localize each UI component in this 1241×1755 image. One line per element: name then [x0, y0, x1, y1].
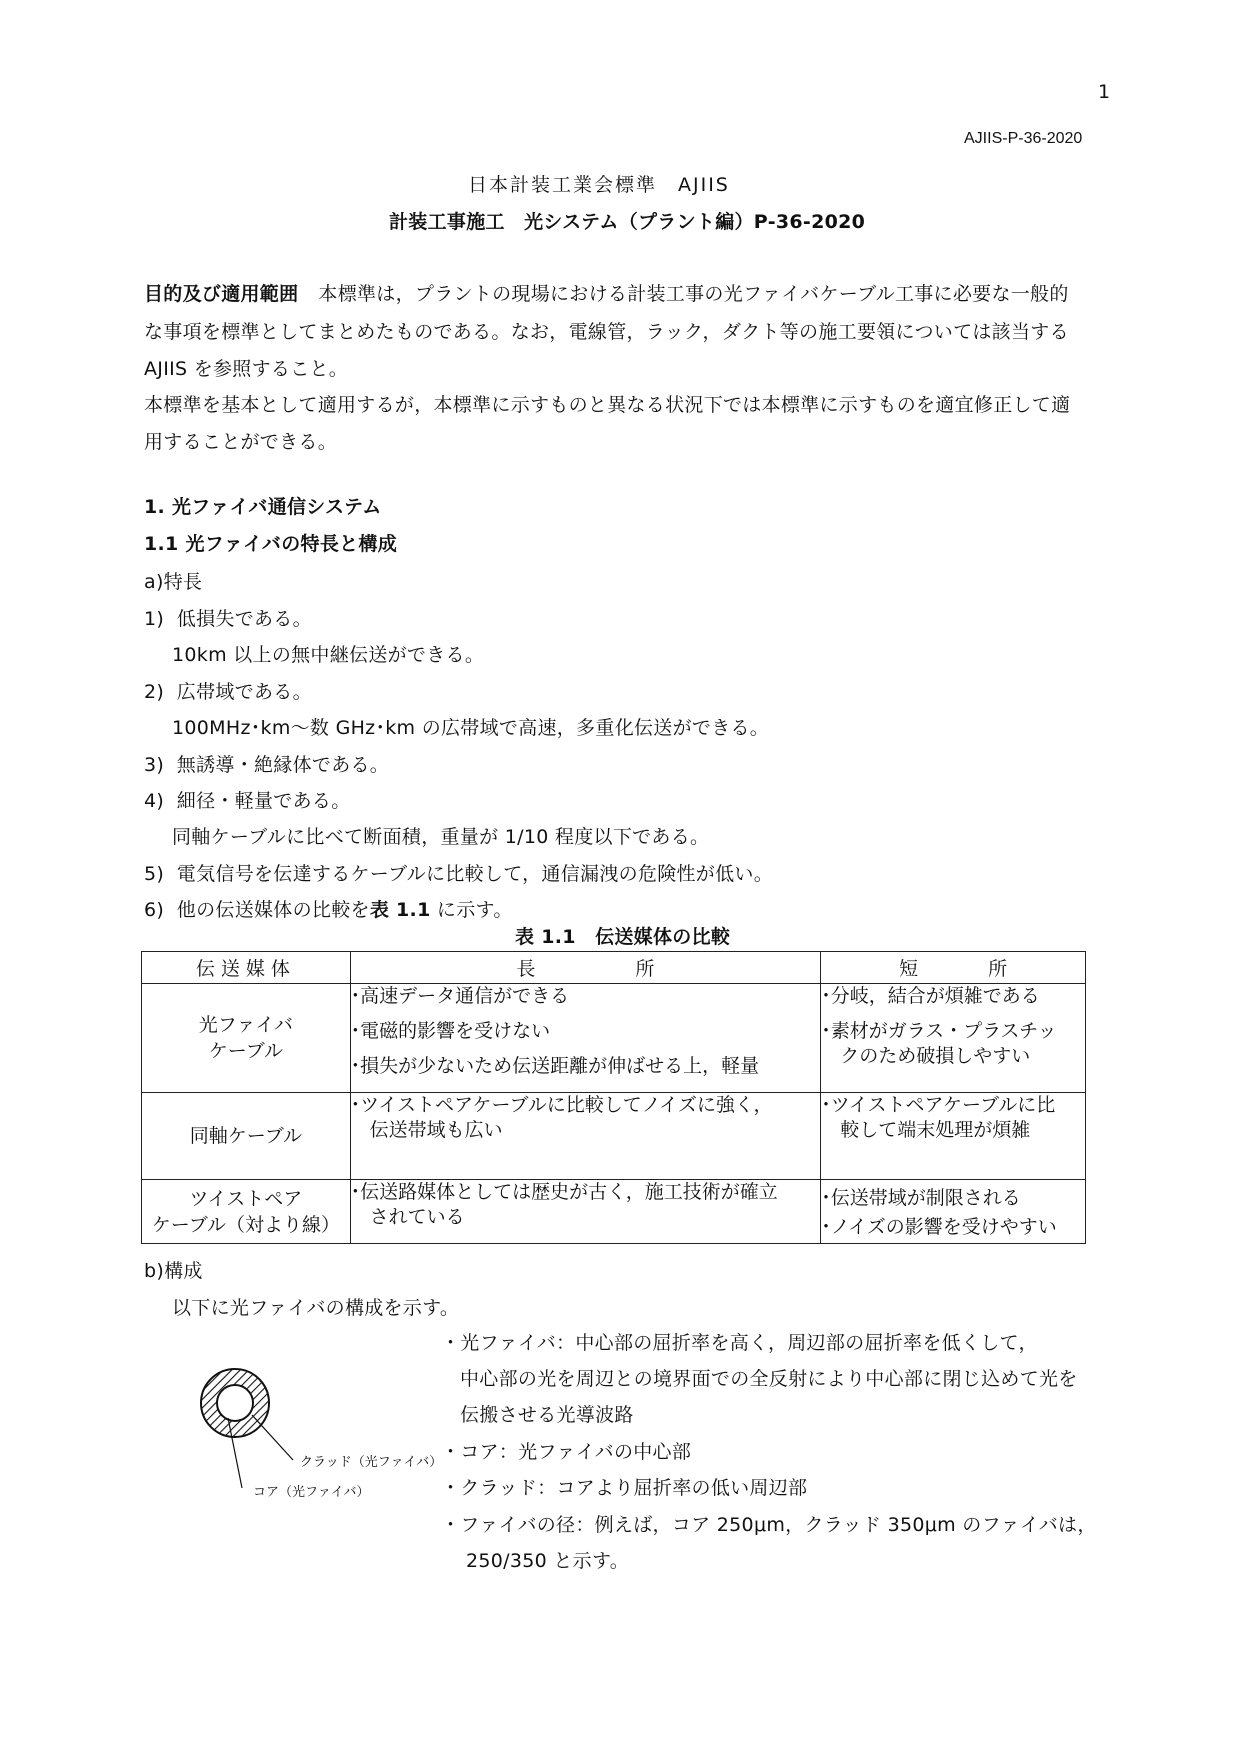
core-label: コア（光ファイバ）	[253, 1485, 370, 1500]
header-cons: 短所	[821, 952, 1086, 984]
cell-cons: ･分岐，結合が煩雑である ･素材がガラス・プラスチッ クのため破損しやすい	[821, 984, 1086, 1093]
item-number: 1)	[144, 608, 165, 630]
cell-pros: ･伝送路媒体としては歴史が古く，施工技術が確立 されている	[350, 1180, 821, 1244]
purpose-text-1: 本標準は，プラントの現場における計装工事の光ファイバケーブル工事に必要な一般的	[318, 283, 1069, 305]
feature-item-5	[144, 862, 773, 886]
purpose-paragraph-line-5: 用することができる。	[144, 431, 338, 453]
comparison-table	[141, 951, 1086, 1244]
clad-leader-line	[252, 1415, 293, 1460]
purpose-paragraph-line-2: な事項を標準としてまとめたものである。なお，電線管，ラック，ダクト等の施工要領については該当する	[144, 321, 1069, 343]
item-number: 2)	[144, 681, 165, 703]
purpose-heading: 目的及び適用範囲	[144, 283, 299, 305]
cell-pros: ･ツイストペアケーブルに比較してノイズに強く， 伝送帯域も広い	[350, 1093, 821, 1180]
feature-item-4	[144, 789, 351, 813]
subsection-title: 1.1 光ファイバの特長と構成	[144, 533, 398, 555]
cell-cons: ･ツイストペアケーブルに比 較して端末処理が煩雑	[821, 1093, 1086, 1180]
table-header-row	[142, 952, 1086, 984]
table-row	[142, 984, 1086, 1093]
cell-medium: 光ファイバ ケーブル	[142, 984, 351, 1093]
cell-medium: 同軸ケーブル	[142, 1093, 351, 1180]
item-text: 電気信号を伝達するケーブルに比較して，通信漏洩の危険性が低い。	[176, 863, 774, 885]
table-caption: 表 1.1 伝送媒体の比較	[515, 926, 731, 948]
item-text: 他の伝送媒体の比較を	[176, 899, 370, 921]
cell-cons: ･伝送帯域が制限される ･ノイズの影響を受けやすい	[821, 1180, 1086, 1244]
structure-intro: 以下に光ファイバの構成を示す。	[172, 1297, 460, 1319]
feature-detail-4: 同軸ケーブルに比べて断面積，重量が 1/10 程度以下である。	[172, 826, 710, 848]
feature-detail-1: 10km 以上の無中継伝送ができる。	[172, 644, 485, 666]
table-reference: 表 1.1	[369, 899, 431, 921]
standard-title: 日本計装工業会標準 AJIIS	[468, 174, 730, 196]
feature-item-3	[144, 753, 389, 777]
section-title: 1. 光ファイバ通信システム	[144, 496, 382, 518]
bullet-fiber-line-3: 伝搬させる光導波路	[460, 1404, 634, 1426]
feature-item-1	[144, 607, 312, 631]
purpose-paragraph-line-3: AJIIS を参照すること。	[144, 358, 349, 380]
page-number: 1	[1098, 81, 1111, 103]
table-row	[142, 1180, 1086, 1244]
cell-pros: ･高速データ通信ができる ･電磁的影響を受けない ･損失が少ないため伝送距離が伸ばせる上，軽量	[350, 984, 821, 1093]
bullet-diameter-line-2: 250/350 と示す。	[466, 1550, 630, 1572]
header-medium: 伝送媒体	[142, 952, 351, 984]
item-text: 広帯域である。	[176, 681, 312, 703]
item-number: 3)	[144, 754, 165, 776]
core-circle	[217, 1385, 253, 1421]
item-number: 4)	[144, 790, 165, 812]
item-number: 5)	[144, 863, 165, 885]
clad-label: クラッド（光ファイバ）	[300, 1455, 443, 1470]
item-text: 無誘導・絶縁体である。	[176, 754, 390, 776]
feature-item-6	[144, 898, 513, 922]
features-heading: a)特長	[144, 571, 203, 593]
feature-item-2	[144, 680, 312, 704]
bullet-core: ・コア：光ファイバの中心部	[441, 1441, 692, 1463]
item-text: に示す。	[430, 899, 513, 921]
item-number: 6)	[144, 899, 165, 921]
structure-heading: b)構成	[144, 1260, 203, 1282]
purpose-paragraph-line-1	[144, 282, 1069, 306]
cell-medium: ツイストペア ケーブル（対より線）	[142, 1180, 351, 1244]
bullet-diameter-line-1: ・ファイバの径：例えば，コア 250μm，クラッド 350μm のファイバは，	[441, 1514, 1097, 1536]
document-code: AJIIS-P-36-2020	[964, 130, 1083, 147]
document-title: 計装工事施工 光システム（プラント編）P-36-2020	[389, 211, 866, 233]
table-row	[142, 1093, 1086, 1180]
header-pros: 長所	[350, 952, 821, 984]
bullet-fiber-line-1: ・光ファイバ：中心部の屈折率を高く，周辺部の屈折率を低くして，	[441, 1332, 1038, 1354]
bullet-clad: ・クラッド：コアより屈折率の低い周辺部	[441, 1477, 808, 1499]
bullet-fiber-line-2: 中心部の光を周辺との境界面での全反射により中心部に閉じ込めて光を	[460, 1368, 1078, 1390]
purpose-paragraph-line-4: 本標準を基本として適用するが，本標準に示すものと異なる状況下では本標準に示すものを適宜修正して適	[144, 394, 1071, 416]
item-text: 細径・軽量である。	[176, 790, 351, 812]
item-text: 低損失である。	[176, 608, 312, 630]
feature-detail-2: 100MHz･km～数 GHz･km の広帯域で高速，多重化伝送ができる。	[172, 717, 770, 739]
